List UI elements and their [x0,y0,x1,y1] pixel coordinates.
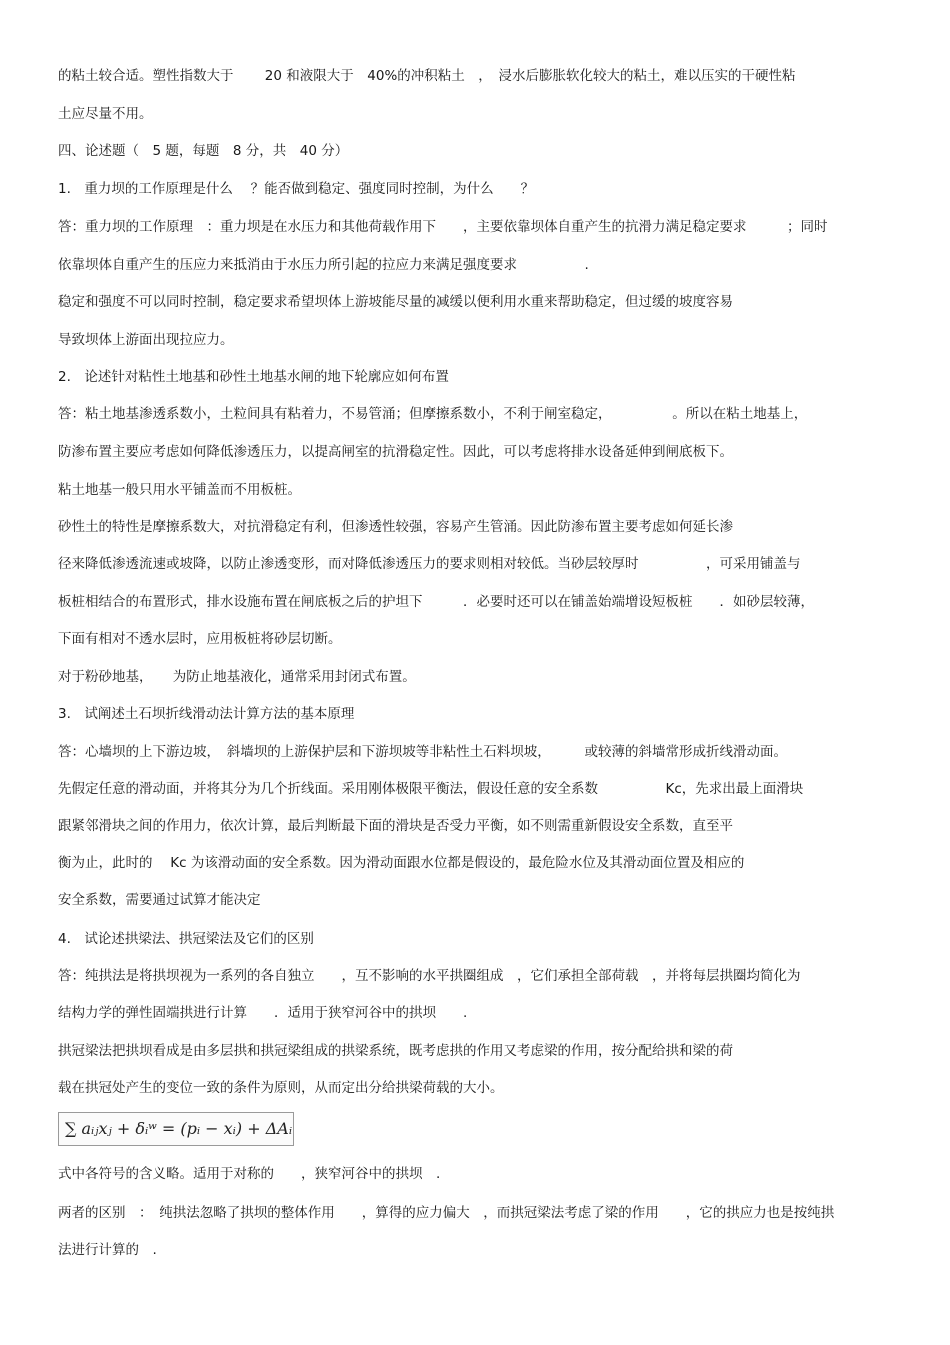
question-1: 1. 重力坝的工作原理是什么 ？能否做到稳定、强度同时控制，为什么 ？ [58,181,535,197]
formula-image [58,1112,294,1146]
text-line: 式中各符号的含义略。适用于对称的 ，狭窄河谷中的拱坝 . [58,1166,441,1182]
text-line: 结构力学的弹性固端拱进行计算 ．适用于狭窄河谷中的拱坝 . [58,1005,468,1021]
text-line: 导致坝体上游面出现拉应力。 [58,332,234,348]
text-line: 对于粉砂地基， 为防止地基液化，通常采用封闭式布置。 [58,669,416,685]
section-heading: 四、论述题（ 5 题，每题 8 分，共 40 分） [58,143,349,159]
text-line: 两者的区别 ： 纯拱法忽略了拱坝的整体作用 ，算得的应力偏大 ，而拱冠梁法考虑了梁的作用 ，它的拱应力也是按纯拱 [58,1205,835,1221]
text-line: 径来降低渗透流速或坡降，以防止渗透变形，而对降低渗透压力的要求则相对较低。当砂层较厚时 ，可采用铺盖与 [58,556,801,572]
text-line: 下面有相对不透水层时，应用板桩将砂层切断。 [58,631,342,647]
question-4: 4. 试论述拱梁法、拱冠梁法及它们的区别 [58,931,314,947]
text-line: 答：粘土地基渗透系数小，土粒间具有粘着力，不易管涌；但摩擦系数小，不利于闸室稳定， 。所以在粘土地基上， [58,406,808,422]
text-line: 防渗布置主要应考虑如何降低渗透压力，以提高闸室的抗滑稳定性。因此，可以考虑将排水设备延伸到闸底板下。 [58,444,733,460]
text-line: 依靠坝体自重产生的压应力来抵消由于水压力所引起的拉应力来满足强度要求 . [58,257,589,273]
question-2: 2. 论述针对粘性土地基和砂性土地基水闸的地下轮廓应如何布置 [58,369,449,385]
text-line: 安全系数，需要通过试算才能决定 [58,892,261,908]
text-line: 板桩相结合的布置形式，排水设施布置在闸底板之后的护坦下 ．必要时还可以在铺盖始端增设短板桩 ．如砂层较薄， [58,594,814,610]
formula-text: ∑ aᵢⱼxⱼ + δᵢʷ = (pᵢ − xᵢ) + ΔAᵢ [65,1119,293,1138]
text-line: 稳定和强度不可以同时控制，稳定要求希望坝体上游坡能尽量的减缓以便利用水重来帮助稳定，但过缓的坡度容易 [58,294,733,310]
text-line: 跟紧邻滑块之间的作用力，依次计算，最后判断最下面的滑块是否受力平衡，如不则需重新假设安全系数，直至平 [58,818,733,834]
text-line: 拱冠梁法把拱坝看成是由多层拱和拱冠梁组成的拱梁系统，既考虑拱的作用又考虑梁的作用，按分配给拱和梁的荷 [58,1043,733,1059]
text-line: 载在拱冠处产生的变位一致的条件为原则，从而定出分给拱梁荷载的大小。 [58,1080,504,1096]
text-line: 答：心墙坝的上下游边坡， 斜墙坝的上游保护层和下游坝坡等非粘性土石料坝坡， 或较薄的斜墙常形成折线滑动面。 [58,744,787,760]
text-line: 法进行计算的 . [58,1242,157,1258]
text-line: 土应尽量不用。 [58,106,153,122]
text-line: 答：纯拱法是将拱坝视为一系列的各自独立 ，互不影响的水平拱圈组成 ，它们承担全部荷载 ，并将每层拱圈均简化为 [58,968,801,984]
text-line: 先假定任意的滑动面，并将其分为几个折线面。采用刚体极限平衡法，假设任意的安全系数 Kc，先求出最上面滑块 [58,781,804,797]
text-line: 砂性土的特性是摩擦系数大，对抗滑稳定有利，但渗透性较强，容易产生管涌。因此防渗布置主要考虑如何延长渗 [58,519,733,535]
text-line: 衡为止，此时的 Kc 为该滑动面的安全系数。因为滑动面跟水位都是假设的，最危险水位及其滑动面位置及相应的 [58,855,745,871]
text-line: 答：重力坝的工作原理 ：重力坝是在水压力和其他荷载作用下 ，主要依靠坝体自重产生的抗滑力满足稳定要求 ；同时 [58,219,828,235]
text-line: 粘土地基一般只用水平铺盖而不用板桩。 [58,482,301,498]
text-line: 的粘土较合适。塑性指数大于 20 和液限大于 40%的冲积粘土 ， 浸水后膨胀软化较大的粘土，难以压实的干硬性粘 [58,68,796,84]
question-3: 3. 试阐述土石坝折线滑动法计算方法的基本原理 [58,706,355,722]
